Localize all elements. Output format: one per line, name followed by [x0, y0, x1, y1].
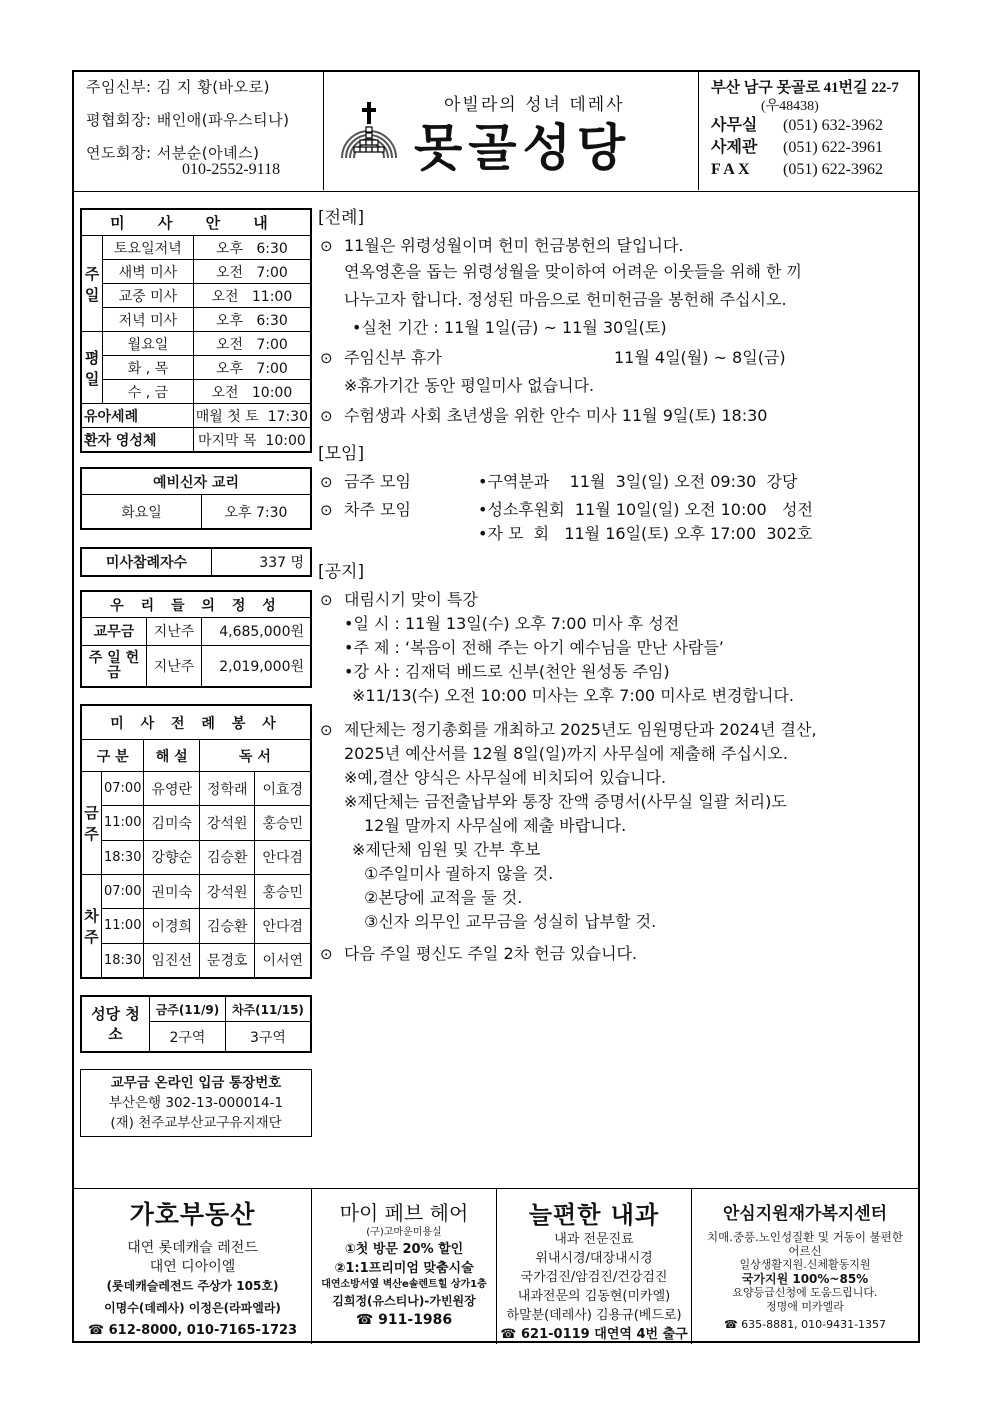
ad-clinic: 늘편한 내과 내과 전문진료 위내시경/대장내시경 국가검진/암검진/건강검진 내과전문의 김동현(미카엘) 하말분(데레사) 김용규(베드로) ☎ 621-0119 대연역 4번 출구	[497, 1189, 692, 1344]
mass-name: 저녁 미사	[103, 308, 194, 332]
ad-hair-salon: 마이 페브 헤어 (구)고마운미용실 ①첫 방문 20% 할인 ②1:1프리미엄 맞춤시술 대연소방서옆 벽산e솔렌트힐 상가1층 김희정(유스티나)-가빈원장 ☎ 911-1986	[312, 1189, 497, 1344]
cleaning-box	[80, 995, 312, 1053]
staff-council-president: 평협회장: 배인애(파우스티나)	[86, 111, 290, 129]
notice-vacation: ⊙ 주임신부 휴가 11월 4일(월) ~ 8일(금)	[318, 346, 918, 370]
reader: 정학래	[199, 772, 255, 806]
mass-name: 새벽 미사	[103, 260, 194, 284]
notice-exam-mass: ⊙ 수험생과 사회 초년생을 위한 안수 미사 11월 9일(토) 18:30	[318, 404, 918, 428]
ad-title: 마이 페브 헤어	[339, 1201, 469, 1225]
commentator: 권미숙	[144, 874, 200, 908]
mass-schedule-title: 미 사 안 내	[82, 210, 311, 236]
cleaning-next-value: 3구역	[225, 1022, 310, 1052]
notice-text: •강 사 : 김재덕 베드로 신부(천안 원성동 주임)	[344, 662, 670, 681]
offering-amount: 2,019,000원	[202, 645, 311, 686]
contact-fax: F A X (051) 622-3962	[711, 161, 883, 178]
cleaning-next-week: 차주(11/15)	[225, 997, 310, 1022]
bank-account-box	[80, 1069, 312, 1137]
notice-organizations: ⊙ 제단체는 정기총회를 개최하고 2025년도 임원명단과 2024년 결산,	[318, 718, 918, 742]
bullet-icon: ⊙	[320, 501, 333, 519]
cleaning-table	[81, 996, 311, 1052]
catechumen-title: 예비신자 교리	[82, 469, 311, 495]
attendance-label: 미사참례자수	[82, 549, 212, 576]
service-time: 18:30	[102, 840, 144, 874]
notice-text: ※제단체 임원 및 간부 후보	[352, 840, 541, 859]
contact-office: 사무실 (051) 632-3962	[711, 117, 883, 134]
bulletin-page	[72, 70, 920, 1343]
catechumen-table	[81, 468, 311, 529]
mass-time: 오후 6:30	[193, 308, 310, 332]
notice-text: •일 시 : 11월 13일(수) 오후 7:00 미사 후 성전	[344, 614, 680, 633]
notice-text: 2025년 예산서를 12월 8일(일)까지 사무실에 제출해 주십시오.	[344, 744, 788, 763]
commentator: 강향순	[144, 840, 200, 874]
commentator: 임진선	[144, 943, 200, 977]
ad-title: 가호부동산	[129, 1200, 256, 1229]
bank-account: 부산은행 302-13-000014-1	[108, 1095, 284, 1111]
header-category: 구 분	[82, 740, 144, 772]
reader: 김승환	[199, 840, 255, 874]
reader: 홍승민	[255, 874, 311, 908]
infant-baptism-label: 유아세례	[82, 404, 194, 428]
address: 부산 남구 못골로 41번길 22-7	[711, 80, 899, 96]
cleaning-label: 성당 청소	[82, 997, 150, 1052]
mass-name: 교중 미사	[103, 284, 194, 308]
notice-text: ※11/13(수) 오전 10:00 미사는 오후 7:00 미사로 변경합니다.	[352, 686, 795, 705]
staff-pastor: 주임신부: 김 지 황(바오로)	[86, 78, 270, 96]
mass-name: 월요일	[103, 332, 194, 356]
notice-text: ③신자 의무인 교무금을 성실히 납부할 것.	[364, 912, 657, 931]
offering-label: 교무금	[82, 618, 147, 646]
attendance-box	[80, 547, 312, 577]
ad-title: 늘편한 내과	[528, 1201, 660, 1229]
next-week-label: 차주	[82, 874, 102, 977]
footer-ads	[74, 1188, 918, 1343]
bank-title: 교무금 온라인 입금 통장번호	[110, 1075, 282, 1091]
offering-period: 지난주	[147, 645, 202, 686]
bullet-icon: ⊙	[320, 945, 333, 963]
header-commentator: 해 설	[144, 740, 200, 772]
bullet-icon: ⊙	[320, 349, 333, 367]
zip-code: (우48438)	[761, 99, 819, 114]
service-time: 11:00	[102, 909, 144, 943]
service-time: 07:00	[102, 874, 144, 908]
notice-text: ①주일미사 궐하지 않을 것.	[364, 864, 554, 883]
mass-name: 토요일저녁	[103, 236, 194, 260]
offering-amount: 4,685,000원	[202, 618, 311, 646]
catechumen-box	[80, 467, 312, 530]
liturgy-service-box	[80, 704, 312, 979]
notice-text: 연옥영혼을 돕는 위령성월을 맞이하여 어려운 이웃들을 위해 한 끼	[344, 262, 803, 281]
weekday-label: 평일	[82, 332, 103, 404]
meeting-this-week: ⊙ 금주 모임 •구역분과 11월 3일(일) 오전 09:30 강당	[318, 470, 918, 494]
notice-month: ⊙ 11월은 위령성월이며 헌미 헌금봉헌의 달입니다.	[318, 234, 918, 258]
mass-schedule-box	[80, 208, 312, 453]
this-week-label: 금주	[82, 772, 102, 875]
mass-name: 수 , 금	[103, 380, 194, 404]
mass-time: 오전 11:00	[193, 284, 310, 308]
mass-time: 오후 6:30	[193, 236, 310, 260]
bullet-icon: ⊙	[320, 237, 333, 255]
catechumen-time: 오후 7:30	[202, 495, 311, 529]
mass-time: 오전 7:00	[193, 260, 310, 284]
notice-text: ②본당에 교적을 둘 것.	[364, 888, 523, 907]
staff-phone: 010-2552-9118	[182, 161, 281, 178]
offering-label: 주 일 헌 금	[82, 645, 147, 686]
notice-text: 12월 말까지 사무실에 제출 바랍니다.	[364, 816, 627, 835]
bullet-icon: ⊙	[320, 407, 333, 425]
sick-communion-label: 환자 영성체	[82, 428, 194, 452]
bullet-icon: ⊙	[320, 473, 333, 491]
mass-time: 오후 7:00	[193, 356, 310, 380]
offerings-box	[80, 590, 312, 688]
reader: 강석원	[199, 806, 255, 840]
service-time: 18:30	[102, 943, 144, 977]
cleaning-this-value: 2구역	[150, 1022, 226, 1052]
commentator: 이경희	[144, 909, 200, 943]
notice-text: 나누고자 합니다. 정성된 마음으로 헌미헌금을 봉헌해 주십시오.	[344, 290, 787, 309]
ad-real-estate: 가호부동산 대연 롯데캐슬 레전드 대연 디아이엘 (롯데캐슬레전드 주상가 105호) 이명수(데레사) 이정은(라파엘라) ☎ 612-8000, 010-7165-1723	[74, 1189, 312, 1344]
sick-communion-time: 마지막 목 10:00	[193, 428, 310, 452]
reader: 안다겸	[255, 840, 311, 874]
liturgy-service-table	[81, 705, 311, 978]
church-name: 못골성당	[414, 119, 632, 177]
mass-name: 화 , 목	[103, 356, 194, 380]
notice-text: •주 제 : ‘복음이 전해 주는 아기 예수님을 만난 사람들’	[344, 638, 724, 657]
church-title-block	[324, 72, 699, 190]
reader: 강석원	[199, 874, 255, 908]
church-logo-icon	[338, 100, 400, 162]
reader: 김승환	[199, 909, 255, 943]
section-liturgy-heading: [전례]	[318, 208, 365, 228]
reader: 이서연	[255, 943, 311, 977]
mass-schedule-table	[81, 209, 311, 452]
mass-time: 오전 7:00	[193, 332, 310, 356]
bank-holder: (재) 천주교부산교구유지재단	[110, 1115, 282, 1131]
contact-info	[699, 72, 918, 190]
header	[74, 72, 918, 192]
mass-time: 오전 10:00	[193, 380, 310, 404]
ad-welfare-center: 안심지원재가복지센터 치매.중풍.노인성질환 및 거동이 불편한 어르신 일상생활지원.신체활동지원 국가지원 100%~85% 요양등급신청에 도움드립니다. 정명애 미카엘라 ☎ 635-8881, 010-9431-1357	[692, 1189, 918, 1344]
reader: 안다겸	[255, 909, 311, 943]
main-content	[318, 204, 918, 966]
catechumen-day: 화요일	[82, 495, 202, 529]
offerings-table	[81, 591, 311, 687]
attendance-value: 337 명	[212, 549, 311, 576]
notice-text: ※휴가기간 동안 평일미사 없습니다.	[344, 376, 595, 395]
bullet-icon: ⊙	[320, 721, 333, 739]
reader: 홍승민	[255, 806, 311, 840]
infant-baptism-time: 매월 첫 토 17:30	[193, 404, 310, 428]
staff-prayer-president: 연도회장: 서분순(아녜스)	[86, 144, 260, 162]
reader: 이효경	[255, 772, 311, 806]
notice-second-collection: ⊙ 다음 주일 평신도 주일 2차 헌금 있습니다.	[318, 942, 918, 966]
cleaning-this-week: 금주(11/9)	[150, 997, 226, 1022]
meeting-item: •자 모 회 11월 16일(토) 오후 17:00 302호	[478, 524, 813, 543]
commentator: 김미숙	[144, 806, 200, 840]
header-reader: 독 서	[199, 740, 310, 772]
sunday-label: 주일	[82, 236, 103, 332]
offering-period: 지난주	[147, 618, 202, 646]
section-meetings-heading: [모임]	[318, 444, 365, 464]
meeting-next-week: ⊙ 차주 모임 •성소후원회 11월 10일(일) 오전 10:00 성전	[318, 498, 918, 522]
notice-text: ※제단체는 금전출납부와 통장 잔액 증명서(사무실 일괄 처리)도	[344, 792, 787, 811]
staff-info	[74, 72, 324, 190]
patron-saint: 아빌라의 성녀 데레사	[444, 95, 625, 115]
bullet-icon: ⊙	[320, 591, 333, 609]
reader: 문경호	[199, 943, 255, 977]
attendance-table	[81, 548, 311, 576]
ad-title: 안심지원재가복지센터	[722, 1204, 888, 1224]
commentator: 유영란	[144, 772, 200, 806]
offerings-title: 우 리 들 의 정 성	[82, 592, 311, 618]
service-time: 11:00	[102, 806, 144, 840]
notice-advent-lecture: ⊙ 대림시기 맞이 특강	[318, 588, 918, 612]
notice-text: •실천 기간 : 11월 1일(금) ~ 11월 30일(토)	[352, 318, 667, 337]
notice-text: ※예,결산 양식은 사무실에 비치되어 있습니다.	[344, 768, 667, 787]
section-notices-heading: [공지]	[318, 562, 365, 582]
service-time: 07:00	[102, 772, 144, 806]
contact-rectory: 사제관 (051) 622-3961	[711, 139, 883, 156]
liturgy-service-title: 미 사 전 례 봉 사	[82, 706, 311, 740]
